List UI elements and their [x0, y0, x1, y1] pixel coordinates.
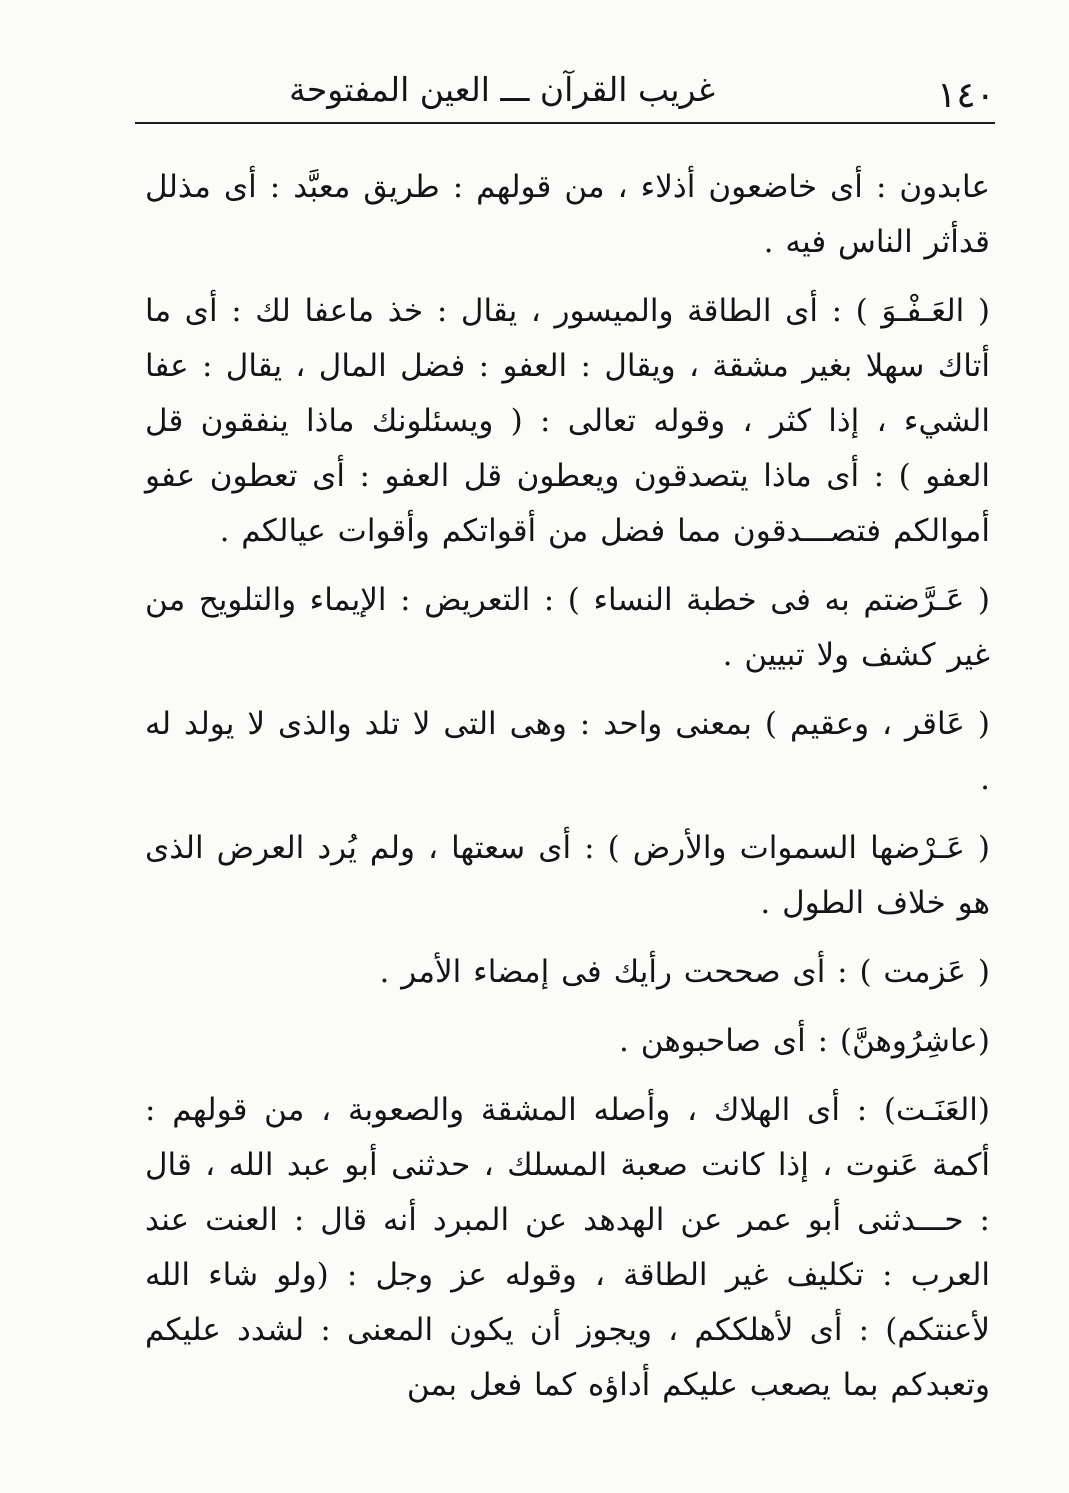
page-body — [145, 160, 990, 1427]
page-header — [135, 64, 995, 124]
header-rule — [135, 122, 995, 124]
page-number: ١٤٠ — [936, 75, 995, 116]
running-title: غريب القرآن ـــ العين المفتوحة — [289, 70, 715, 109]
entry-ashiruhunna: (عاشِرُوهنَّ) : أى صاحبوهن . — [619, 1023, 990, 1059]
entry-al-afw: ( العَـفْـوَ ) : أى الطاقة والميسور ، يقال : خذ ماعفا لك : أى ما أتاك سهلا بغير مشقة ، ويقال : العفو : فضل المال ، يقال : عفا الشيء ، إذا كثر ، وقوله تعالى : ( ويسئلونك ماذا ينفقون قل العفو ) : أى ماذا يتصدقون ويعطون قل العفو : أى تعطون عفو أموالكم فتصـــدقون مما فضل من أقواتكم وأقوات عيالكم . — [145, 293, 990, 549]
entry-arradtum: ( عَـرَّضتم به فى خطبة النساء ) : التعريض : الإيماء والتلويح من غير كشف ولا تبيين . — [145, 582, 990, 673]
entry-azamta: ( عَزمت ) : أى صححت رأيك فى إمضاء الأمر . — [379, 954, 990, 990]
entry-aqir-aqim: ( عَاقر ، وعقيم ) بمعنى واحد : وهى التى لا تلد والذى لا يولد له . — [145, 706, 990, 797]
entry-al-anat: (العَنَـت) : أى الهلاك ، وأصله المشقة والصعوبة ، من قولهم : أكمة عَنوت ، إذا كانت صعبة المسلك ، حدثنى أبو عبد الله ، قال : حـــدثنى أبو عمر عن الهدهد عن المبرد أنه قال : العنت عند العرب : تكليف غير الطاقة ، وقوله عز وجل : (ولو شاء الله لأعنتكم) : أى لأهلككم ، ويجوز أن يكون المعنى : لشدد عليكم وتعبدكم بما يصعب عليكم أداؤه كما فعل بمن — [145, 1092, 990, 1403]
entry-ardiha: ( عَـرْضها السموات والأرض ) : أى سعتها ، ولم يُرد العرض الذى هو خلاف الطول . — [145, 830, 990, 921]
entry-abidun: عابدون : أى خاضعون أذلاء ، من قولهم : طريق معبَّد : أى مذلل قدأثر الناس فيه . — [145, 169, 990, 260]
